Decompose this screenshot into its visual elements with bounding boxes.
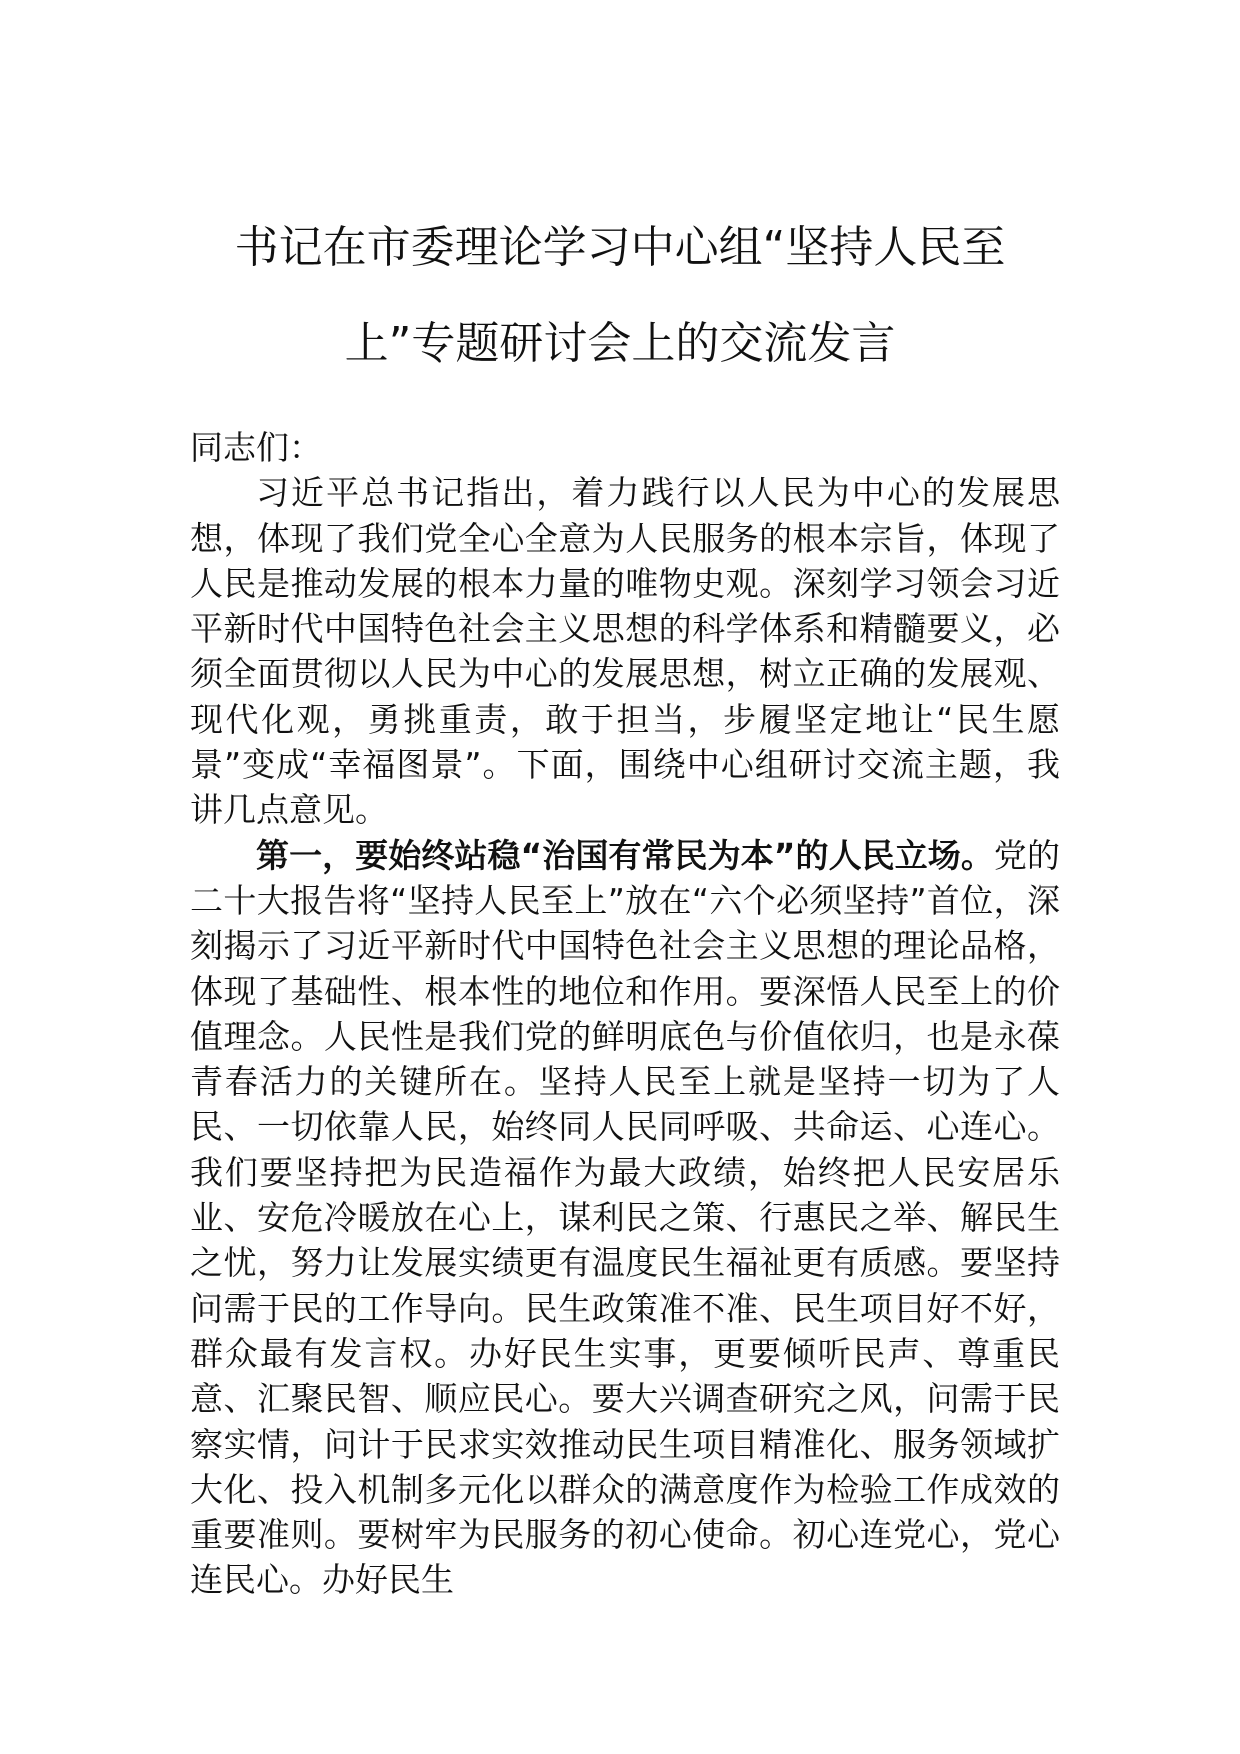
document-body	[190, 425, 1060, 1603]
salutation: 同志们：	[190, 428, 322, 467]
first-point-heading: 第一，要始终站稳“治国有常民为本”的人民立场。	[256, 835, 994, 875]
paragraph-first-point	[190, 833, 1060, 1603]
paragraph-intro: 习近平总书记指出，着力践行以人民为中心的发展思想，体现了我们党全心全意为人民服务的根本宗旨，体现了人民是推动发展的根本力量的唯物史观。深刻学习领会习近平新时代中国特色社会主义思想的科学体系和精髓要义，必须全面贯彻以人民为中心的发展思想，树立正确的发展观、现代化观，勇挑重责，敢于担当，步履坚定地让“民生愿景”变成“幸福图景”。下面，围绕中心组研讨交流主题，我讲几点意见。	[190, 473, 1060, 830]
document-title	[190, 200, 1050, 392]
first-point-body: 党的二十大报告将“坚持人民至上”放在“六个必须坚持”首位，深刻揭示了习近平新时代中国特色社会主义思想的理论品格，体现了基础性、根本性的地位和作用。要深悟人民至上的价值理念。人民性是我们党的鲜明底色与价值依归，也是永葆青春活力的关键所在。坚持人民至上就是坚持一切为了人民、一切依靠人民，始终同人民同呼吸、共命运、心连心。我们要坚持把为民造福作为最大政绩，始终把人民安居乐业、安危冷暖放在心上，谋利民之策、行惠民之举、解民生之忧，努力让发展实绩更有温度民生福祉更有质感。要坚持问需于民的工作导向。民生政策准不准、民生项目好不好，群众最有发言权。办好民生实事，更要倾听民声、尊重民意、汇聚民智、顺应民心。要大兴调查研究之风，问需于民察实情，问计于民求实效推动民生项目精准化、服务领域扩大化、投入机制多元化以群众的满意度作为检验工作成效的重要准则。要树牢为民服务的初心使命。初心连党心，党心连民心。办好民生	[190, 835, 1060, 1600]
title-line-2: 上”专题研讨会上的交流发言	[344, 318, 896, 369]
title-line-1: 书记在市委理论学习中心组“坚持人民至	[234, 222, 1006, 273]
